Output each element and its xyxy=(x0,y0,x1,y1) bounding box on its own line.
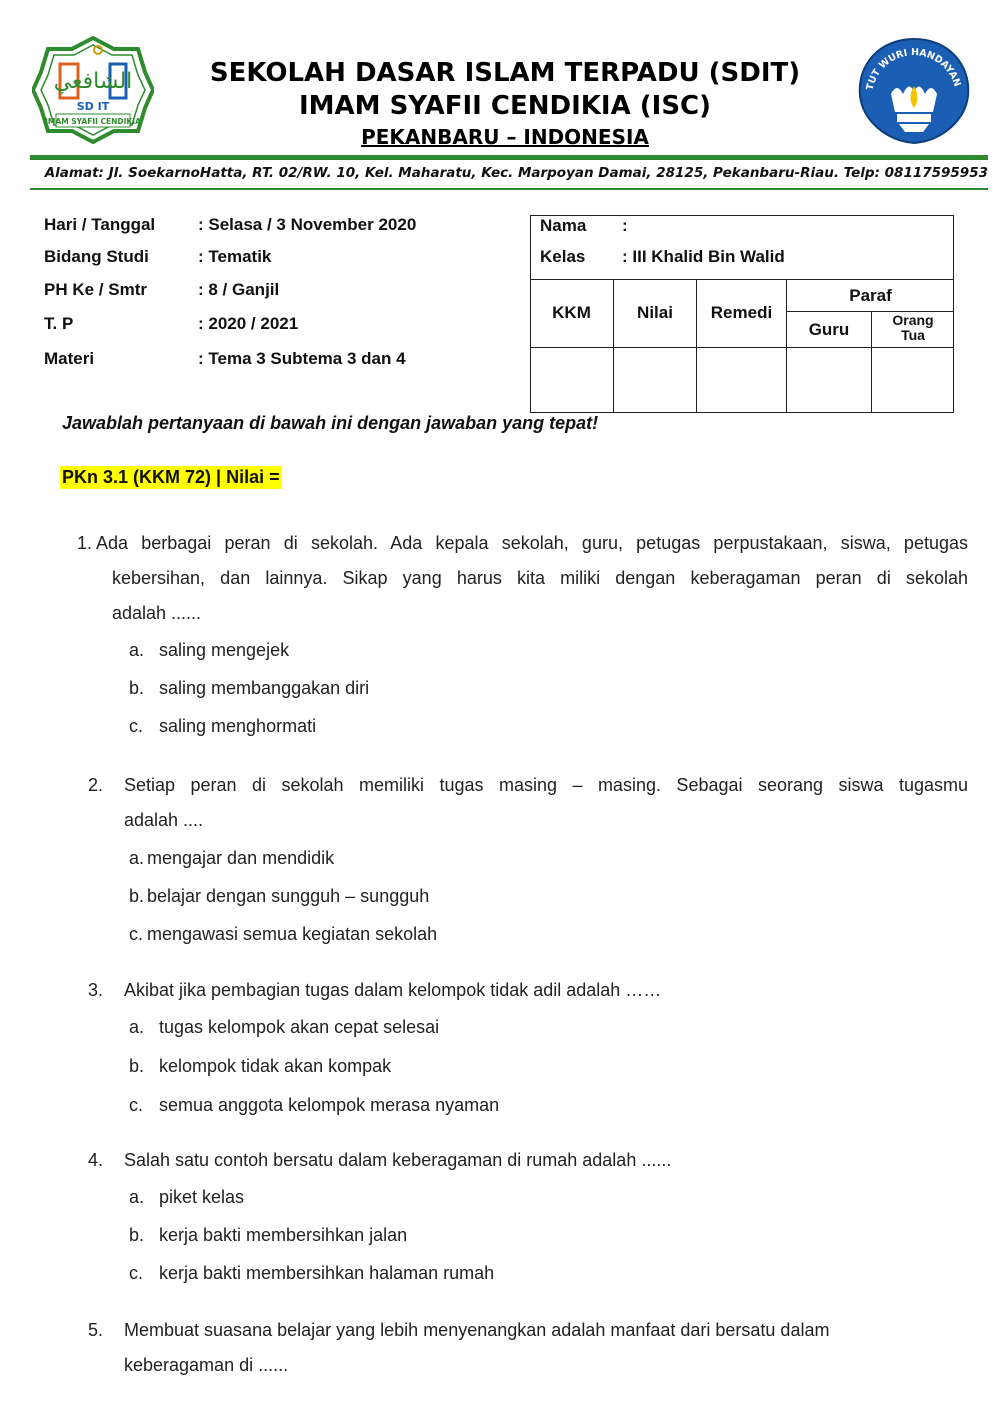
school-logo-icon xyxy=(32,36,154,144)
info-label-subject: Bidang Studi xyxy=(44,247,149,266)
kkm-header: KKM xyxy=(552,303,591,322)
question-2-line-2: adalah .... xyxy=(124,810,204,830)
q1-option-c-text: saling menghormati xyxy=(159,716,317,736)
q4-option-c-text: kerja bakti membersihkan halaman rumah xyxy=(159,1263,495,1283)
q4-option-c-letter: c. xyxy=(129,1263,144,1283)
q4-option-a-text: piket kelas xyxy=(159,1187,245,1207)
score-table xyxy=(530,215,954,413)
nilai-header: Nilai xyxy=(637,303,673,322)
info-value-subject: : Tematik xyxy=(198,247,272,266)
q2-option-a-letter: a. xyxy=(129,848,145,868)
question-3-number: 3. xyxy=(88,980,104,1000)
school-logo xyxy=(32,36,154,144)
paraf-header: Paraf xyxy=(849,286,892,305)
info-label-semester: PH Ke / Smtr xyxy=(44,280,147,299)
logo-text-2: IMAM SYAFII CENDIKIA xyxy=(45,117,141,126)
ministry-emblem xyxy=(853,36,975,146)
q3-option-a-letter: a. xyxy=(129,1017,145,1037)
orang-tua-line-1: Orang xyxy=(892,312,934,328)
q1-option-b-letter: b. xyxy=(129,678,145,698)
question-5-line-1: Membuat suasana belajar yang lebih menyenangkan adalah manfaat dari bersatu dalam xyxy=(124,1320,830,1340)
q3-option-b-text: kelompok tidak akan kompak xyxy=(159,1056,392,1076)
nama-label: Nama xyxy=(540,216,587,235)
header-divider-thin xyxy=(30,188,988,190)
school-name-line-1: SEKOLAH DASAR ISLAM TERPADU (SDIT) xyxy=(209,58,801,88)
question-5-number: 5. xyxy=(88,1320,104,1340)
question-4-line-1: Salah satu contoh bersatu dalam keberagaman di rumah adalah ...... xyxy=(124,1150,672,1170)
emblem-motto-text: TUT WURI HANDAYAN xyxy=(864,47,963,92)
info-value-school-year: : 2020 / 2021 xyxy=(198,314,299,333)
q4-option-a-letter: a. xyxy=(129,1187,145,1207)
kelas-value: : III Khalid Bin Walid xyxy=(622,247,785,266)
orang-tua-line-2: Tua xyxy=(901,327,925,343)
q3-option-c-letter: c. xyxy=(129,1095,144,1115)
logo-arabic: الشافعي xyxy=(53,69,133,94)
question-4-number: 4. xyxy=(88,1150,104,1170)
school-address: Alamat: Jl. SoekarnoHatta, RT. 02/RW. 10, Kel. Maharatu, Kec. Marpoyan Damai, 28125, Pekanbaru-Riau. Telp: 08117595953 xyxy=(44,165,988,181)
school-name-line-2: IMAM SYAFII CENDIKIA (ISC) xyxy=(298,91,712,121)
question-1-line-1: Ada berbagai peran di sekolah. Ada kepala sekolah, guru, petugas perpustakaan, siswa, petugas xyxy=(96,533,968,553)
remedi-header: Remedi xyxy=(710,303,773,322)
q4-option-b-text: kerja bakti membersihkan jalan xyxy=(159,1225,408,1245)
q2-option-a-text: mengajar dan mendidik xyxy=(147,848,335,868)
info-value-date: : Selasa / 3 November 2020 xyxy=(198,215,417,234)
q1-option-a-text: saling mengejek xyxy=(159,640,290,660)
question-3-line-1: Akibat jika pembagian tugas dalam kelompok tidak adil adalah …… xyxy=(124,980,662,1000)
question-1-line-2: kebersihan, dan lainnya. Sikap yang harus kita miliki dengan keberagaman peran di sekolah xyxy=(112,568,968,588)
school-location-text: PEKANBARU – INDONESIA xyxy=(361,125,649,149)
logo-text-1: SD IT xyxy=(76,100,110,113)
question-1-line-3: adalah ...... xyxy=(112,603,202,623)
q2-option-c-letter: c. xyxy=(129,924,144,944)
info-label-date: Hari / Tanggal xyxy=(44,215,156,234)
q4-option-b-letter: b. xyxy=(129,1225,145,1245)
q2-option-b-text: belajar dengan sungguh – sungguh xyxy=(147,886,430,906)
question-1-number: 1. xyxy=(77,533,93,553)
header-divider-thick xyxy=(30,155,988,160)
instruction-text: Jawablah pertanyaan di bawah ini dengan jawaban yang tepat! xyxy=(62,413,599,433)
nama-value: : xyxy=(622,216,628,235)
question-2-number: 2. xyxy=(88,775,104,795)
question-2-line-1: Setiap peran di sekolah memiliki tugas masing – masing. Sebagai seorang siswa tugasmu xyxy=(124,775,968,795)
info-label-school-year: T. P xyxy=(44,314,74,333)
info-label-material: Materi xyxy=(44,349,95,368)
q2-option-b-letter: b. xyxy=(129,886,145,906)
info-value-material: : Tema 3 Subtema 3 dan 4 xyxy=(198,349,406,368)
school-location xyxy=(160,125,850,149)
question-5-line-2: keberagaman di ...... xyxy=(124,1355,289,1375)
q1-option-b-text: saling membanggakan diri xyxy=(159,678,370,698)
q1-option-c-letter: c. xyxy=(129,716,144,736)
q2-option-c-text: mengawasi semua kegiatan sekolah xyxy=(147,924,438,944)
q3-option-b-letter: b. xyxy=(129,1056,145,1076)
q3-option-a-text: tugas kelompok akan cepat selesai xyxy=(159,1017,440,1037)
guru-header: Guru xyxy=(808,320,850,339)
kelas-label: Kelas xyxy=(540,247,586,266)
info-value-semester: : 8 / Ganjil xyxy=(198,280,280,299)
orang-tua-header xyxy=(872,313,954,343)
q1-option-a-letter: a. xyxy=(129,640,145,660)
q3-option-c-text: semua anggota kelompok merasa nyaman xyxy=(159,1095,500,1115)
section-title: PKn 3.1 (KKM 72) | Nilai = xyxy=(62,467,280,487)
tut-wuri-handayani-emblem-icon xyxy=(853,36,975,146)
